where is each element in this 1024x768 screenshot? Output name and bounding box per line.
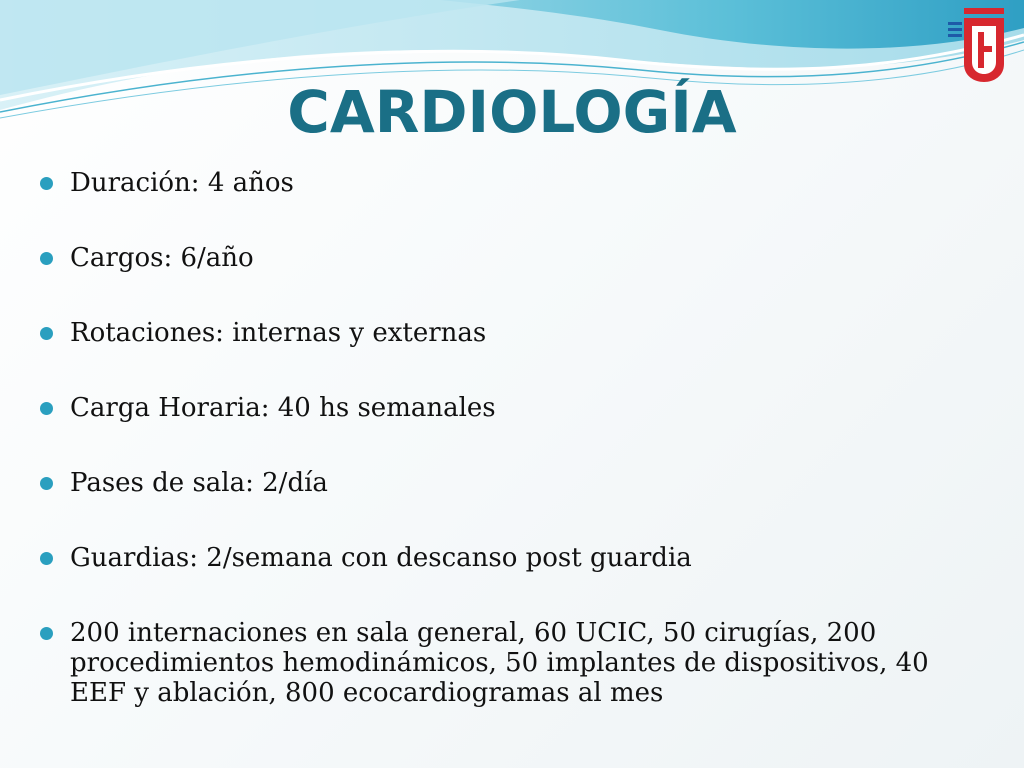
bullet-item-guardias <box>40 543 980 573</box>
bullet-dot-icon <box>40 177 53 190</box>
bullet-text: Pases de sala: 2/día <box>70 468 328 498</box>
hospital-logo-icon <box>948 6 1010 84</box>
bullet-item-cargos <box>40 243 980 273</box>
bullet-dot-icon <box>40 477 53 490</box>
bullet-text: Duración: 4 años <box>70 168 294 198</box>
bullet-text: 200 internaciones en sala general, 60 UCIC, 50 cirugías, 200 procedimientos hemodinámicos, 50 implantes de dispositivos, 40 EEF y ablación, 800 ecocardiogramas al mes <box>70 618 929 708</box>
bullet-dot-icon <box>40 627 53 640</box>
bullet-item-duracion <box>40 168 980 198</box>
bullet-list <box>40 168 980 708</box>
bullet-item-pases-de-sala <box>40 468 980 498</box>
bullet-text: Cargos: 6/año <box>70 243 254 273</box>
bullet-text: Rotaciones: internas y externas <box>70 318 487 348</box>
bullet-text: Guardias: 2/semana con descanso post guardia <box>70 543 692 573</box>
bullet-dot-icon <box>40 402 53 415</box>
bullet-dot-icon <box>40 552 53 565</box>
bullet-text: Carga Horaria: 40 hs semanales <box>70 393 496 423</box>
bullet-dot-icon <box>40 252 53 265</box>
slide-title: CARDIOLOGÍA <box>287 78 737 146</box>
bullet-item-estadisticas <box>40 618 980 708</box>
bullet-item-carga-horaria <box>40 393 980 423</box>
bullet-dot-icon <box>40 327 53 340</box>
bullet-item-rotaciones <box>40 318 980 348</box>
